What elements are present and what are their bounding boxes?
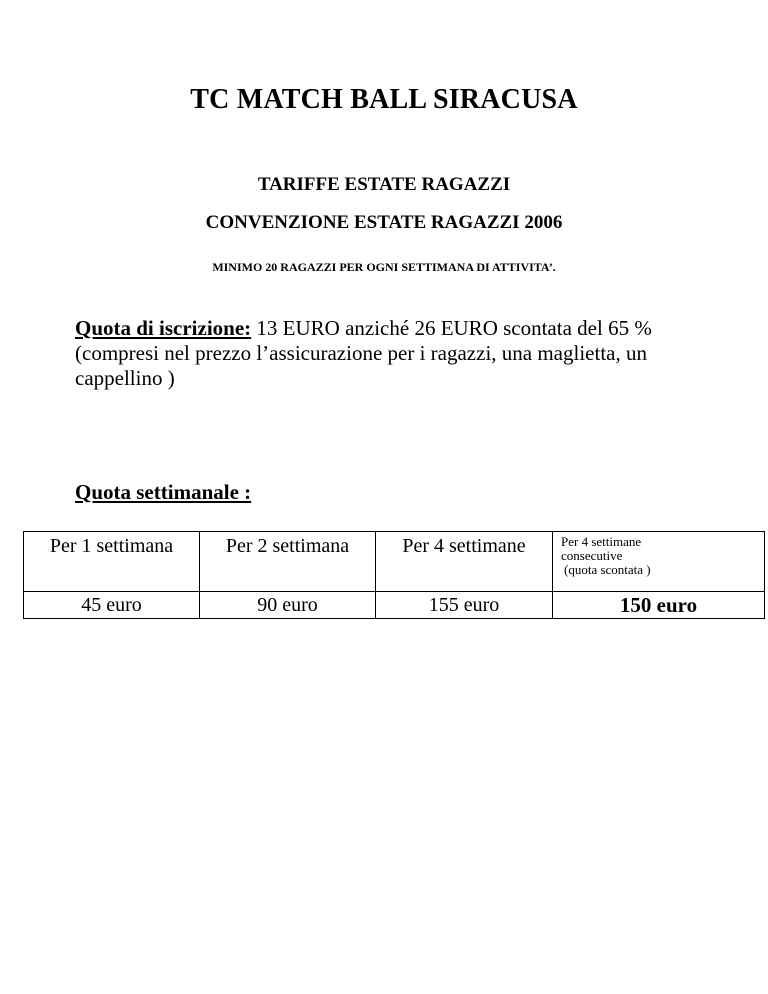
- page-title: TC MATCH BALL SIRACUSA: [190, 84, 578, 115]
- subtitle-convenzione: CONVENZIONE ESTATE RAGAZZI 2006: [205, 212, 563, 233]
- header-line-1: Per 4 settimane: [561, 534, 642, 549]
- value-cell-4-weeks: 155 euro: [376, 592, 553, 619]
- registration-fee-paragraph: [75, 316, 715, 391]
- table-header-row: [24, 532, 765, 592]
- header-cell-2-weeks: Per 2 settimana: [200, 532, 376, 592]
- value-cell-1-week: 45 euro: [24, 592, 200, 619]
- header-cell-4-weeks: Per 4 settimane: [376, 532, 553, 592]
- registration-fee-text: 13 EURO anziché 26 EURO scontata del 65 % (compresi nel prezzo l’assicurazione per i ragazzi, una maglietta, un cappellino ): [75, 316, 652, 390]
- value-cell-4-weeks-consecutive: 150 euro: [553, 592, 765, 619]
- header-line-2: consecutive: [561, 548, 623, 563]
- table-values-row: [24, 592, 765, 619]
- minimum-note: MINIMO 20 RAGAZZI PER OGNI SETTIMANA DI ATTIVITA’.: [212, 260, 556, 274]
- header-cell-1-week: Per 1 settimana: [24, 532, 200, 592]
- value-cell-2-weeks: 90 euro: [200, 592, 376, 619]
- header-line-3: (quota scontata ): [564, 562, 651, 577]
- registration-fee-label: Quota di iscrizione:: [75, 316, 252, 340]
- subtitle-tariffe: TARIFFE ESTATE RAGAZZI: [257, 174, 511, 195]
- weekly-fee-table: [23, 531, 765, 619]
- weekly-fee-label: Quota settimanale :: [75, 480, 252, 504]
- header-cell-4-weeks-consecutive: [553, 532, 765, 592]
